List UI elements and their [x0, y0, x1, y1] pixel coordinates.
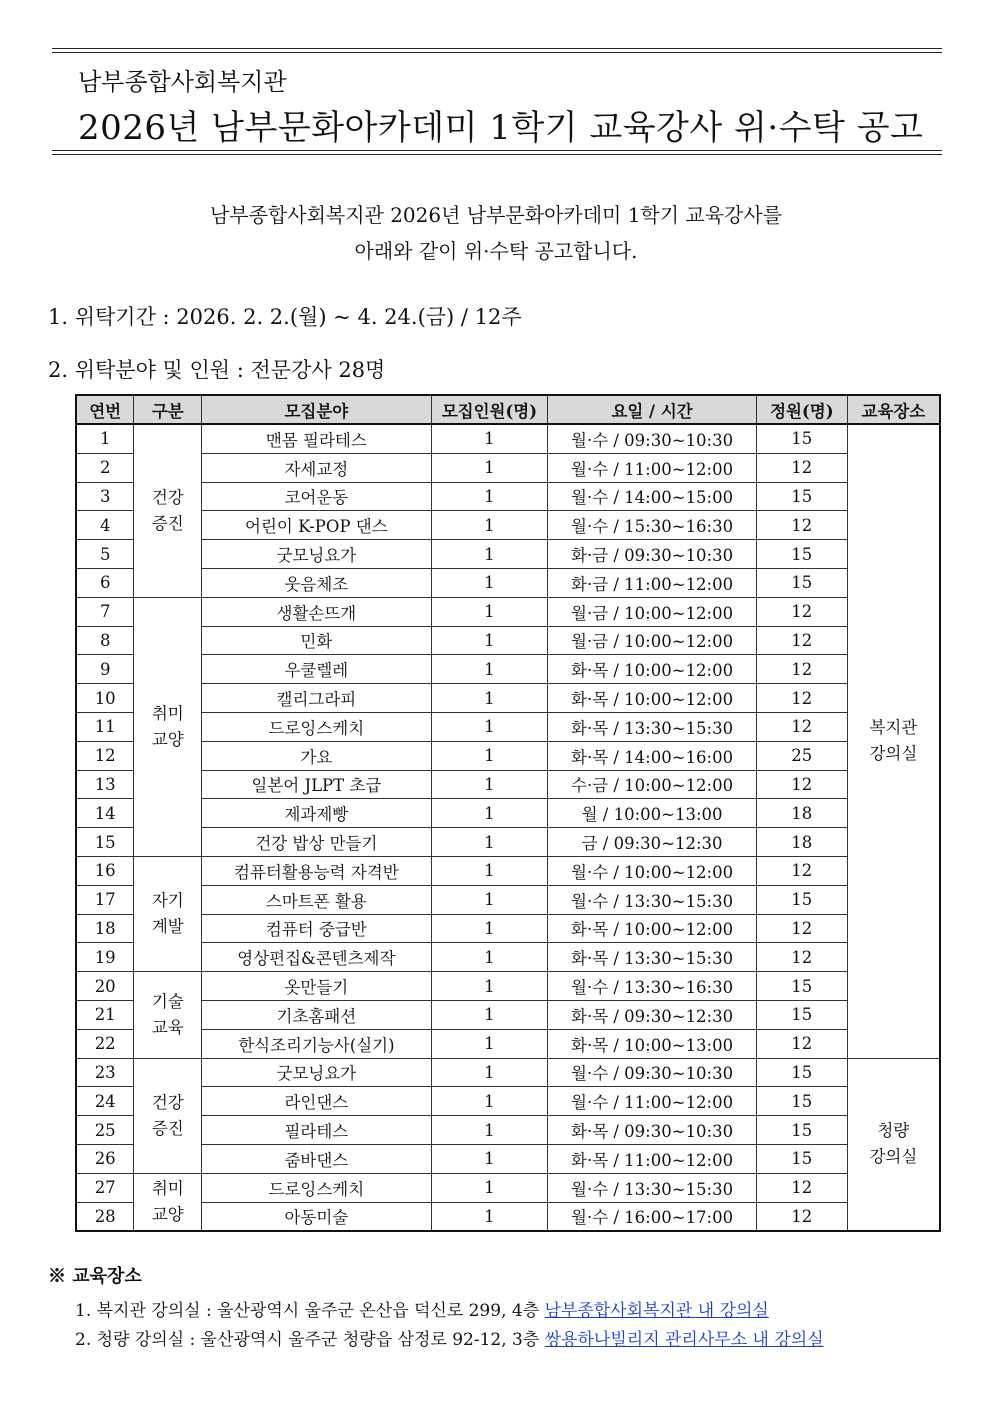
col-header-time: 요일 / 시간 [548, 395, 757, 424]
category-line-2: 증진 [151, 513, 184, 533]
row-number: 17 [76, 885, 134, 914]
time-cell: 월·수 / 10:00~12:00 [548, 856, 757, 885]
category-line-1: 기술 [151, 991, 184, 1011]
field-cell: 드로잉스케치 [202, 712, 431, 741]
header-rule-top [52, 48, 942, 49]
row-number: 10 [76, 684, 134, 713]
field-cell: 자세교정 [202, 453, 431, 482]
place-line-1: 복지관 [869, 718, 918, 738]
row-number: 28 [76, 1202, 134, 1231]
count-cell: 1 [431, 424, 548, 453]
row-number: 20 [76, 972, 134, 1001]
table-row [76, 1202, 940, 1231]
table-row [76, 511, 940, 540]
capacity-cell: 12 [756, 943, 847, 972]
capacity-cell: 12 [756, 511, 847, 540]
time-cell: 화·목 / 10:00~12:00 [548, 655, 757, 684]
time-cell: 월 / 10:00~13:00 [548, 799, 757, 828]
section-field-value: 전문강사 28명 [250, 358, 386, 382]
time-cell: 화·목 / 10:00~13:00 [548, 1029, 757, 1058]
time-cell: 화·금 / 11:00~12:00 [548, 568, 757, 597]
count-cell: 1 [431, 712, 548, 741]
org-name: 남부종합사회복지관 [78, 68, 287, 96]
category-line-2: 교육 [151, 1017, 184, 1037]
capacity-cell: 12 [756, 856, 847, 885]
count-cell: 1 [431, 799, 548, 828]
count-cell: 1 [431, 1058, 548, 1087]
count-cell: 1 [431, 828, 548, 857]
intro-line-1: 남부종합사회복지관 2026년 남부문화아카데미 1학기 교육강사를 [209, 203, 783, 227]
field-cell: 드로잉스케치 [202, 1173, 431, 1202]
row-number: 13 [76, 770, 134, 799]
time-cell: 화·목 / 13:30~15:30 [548, 712, 757, 741]
category-line-1: 취미 [151, 1179, 184, 1199]
table-row [76, 1087, 940, 1116]
field-cell: 생활손뜨개 [202, 597, 431, 626]
time-cell: 화·목 / 09:30~10:30 [548, 1116, 757, 1145]
row-number: 12 [76, 741, 134, 770]
capacity-cell: 15 [756, 1144, 847, 1173]
count-cell: 1 [431, 1087, 548, 1116]
capacity-cell: 12 [756, 712, 847, 741]
table-header-row [76, 395, 940, 424]
count-cell: 1 [431, 1116, 548, 1145]
count-cell: 1 [431, 741, 548, 770]
field-cell: 일본어 JLPT 초급 [202, 770, 431, 799]
category-line-1: 취미 [151, 703, 184, 723]
time-cell: 수·금 / 10:00~12:00 [548, 770, 757, 799]
place-line-1: 청량 [877, 1121, 910, 1141]
table-row [76, 540, 940, 569]
category-line-2: 교양 [151, 729, 184, 749]
recruitment-table [75, 394, 941, 1232]
field-cell: 옷만들기 [202, 972, 431, 1001]
header-rule-top-2 [52, 52, 942, 53]
page-title: 2026년 남부문화아카데미 1학기 교육강사 위·수탁 공고 [78, 108, 924, 148]
time-cell: 월·수 / 15:30~16:30 [548, 511, 757, 540]
note-1-text: 1. 복지관 강의실 : 울산광역시 울주군 온산읍 덕신로 299, 4층 [75, 1301, 545, 1321]
row-number: 1 [76, 424, 134, 453]
count-cell: 1 [431, 770, 548, 799]
place-cell [847, 1058, 940, 1231]
category-cell [134, 856, 202, 971]
row-number: 15 [76, 828, 134, 857]
capacity-cell: 12 [756, 1173, 847, 1202]
field-cell: 웃음체조 [202, 568, 431, 597]
table-row [76, 828, 940, 857]
section-period [48, 301, 522, 331]
count-cell: 1 [431, 655, 548, 684]
capacity-cell: 12 [756, 655, 847, 684]
time-cell: 월·수 / 14:00~15:00 [548, 482, 757, 511]
capacity-cell: 15 [756, 1000, 847, 1029]
time-cell: 월·수 / 09:30~10:30 [548, 424, 757, 453]
count-cell: 1 [431, 1029, 548, 1058]
notes-title: ※ 교육장소 [48, 1266, 142, 1287]
field-cell: 어린이 K-POP 댄스 [202, 511, 431, 540]
place-line-2: 강의실 [869, 1147, 918, 1167]
field-cell: 민화 [202, 626, 431, 655]
capacity-cell: 12 [756, 914, 847, 943]
row-number: 14 [76, 799, 134, 828]
time-cell: 화·목 / 14:00~16:00 [548, 741, 757, 770]
field-cell: 코어운동 [202, 482, 431, 511]
time-cell: 금 / 09:30~12:30 [548, 828, 757, 857]
table-row [76, 597, 940, 626]
table-row [76, 943, 940, 972]
time-cell: 월·수 / 11:00~12:00 [548, 453, 757, 482]
table-row [76, 1173, 940, 1202]
field-cell: 굿모닝요가 [202, 540, 431, 569]
field-cell: 굿모닝요가 [202, 1058, 431, 1087]
capacity-cell: 12 [756, 626, 847, 655]
table-row [76, 1144, 940, 1173]
row-number: 27 [76, 1173, 134, 1202]
capacity-cell: 12 [756, 453, 847, 482]
count-cell: 1 [431, 885, 548, 914]
note-2-text: 2. 청량 강의실 : 울산광역시 울주군 청량읍 삼정로 92-12, 3층 [75, 1330, 545, 1350]
field-cell: 라인댄스 [202, 1087, 431, 1116]
note-1 [75, 1296, 769, 1321]
time-cell: 화·목 / 10:00~12:00 [548, 684, 757, 713]
row-number: 25 [76, 1116, 134, 1145]
capacity-cell: 12 [756, 1029, 847, 1058]
count-cell: 1 [431, 1144, 548, 1173]
row-number: 23 [76, 1058, 134, 1087]
row-number: 9 [76, 655, 134, 684]
field-cell: 필라테스 [202, 1116, 431, 1145]
category-line-1: 건강 [151, 1092, 184, 1112]
time-cell: 화·목 / 11:00~12:00 [548, 1144, 757, 1173]
capacity-cell: 25 [756, 741, 847, 770]
table-row [76, 453, 940, 482]
capacity-cell: 18 [756, 828, 847, 857]
field-cell: 맨몸 필라테스 [202, 424, 431, 453]
field-cell: 줌바댄스 [202, 1144, 431, 1173]
capacity-cell: 12 [756, 597, 847, 626]
count-cell: 1 [431, 626, 548, 655]
row-number: 6 [76, 568, 134, 597]
table-row [76, 424, 940, 453]
table-row [76, 1029, 940, 1058]
field-cell: 컴퓨터 중급반 [202, 914, 431, 943]
count-cell: 1 [431, 943, 548, 972]
time-cell: 월·수 / 11:00~12:00 [548, 1087, 757, 1116]
field-cell: 건강 밥상 만들기 [202, 828, 431, 857]
row-number: 11 [76, 712, 134, 741]
count-cell: 1 [431, 511, 548, 540]
note-1-link[interactable]: 남부종합사회복지관 내 강의실 [544, 1301, 769, 1321]
capacity-cell: 15 [756, 1087, 847, 1116]
field-cell: 스마트폰 활용 [202, 885, 431, 914]
table-row [76, 568, 940, 597]
time-cell: 화·목 / 13:30~15:30 [548, 943, 757, 972]
field-cell: 우쿨렐레 [202, 655, 431, 684]
field-cell: 한식조리기능사(실기) [202, 1029, 431, 1058]
table-row [76, 885, 940, 914]
count-cell: 1 [431, 856, 548, 885]
category-line-2: 교양 [151, 1205, 184, 1225]
category-cell [134, 1173, 202, 1231]
intro-text [0, 197, 992, 269]
time-cell: 화·목 / 09:30~12:30 [548, 1000, 757, 1029]
time-cell: 월·금 / 10:00~12:00 [548, 626, 757, 655]
row-number: 24 [76, 1087, 134, 1116]
time-cell: 월·수 / 13:30~16:30 [548, 972, 757, 1001]
category-cell [134, 972, 202, 1058]
field-cell: 제과제빵 [202, 799, 431, 828]
row-number: 3 [76, 482, 134, 511]
time-cell: 월·수 / 13:30~15:30 [548, 885, 757, 914]
row-number: 16 [76, 856, 134, 885]
row-number: 5 [76, 540, 134, 569]
capacity-cell: 15 [756, 972, 847, 1001]
row-number: 19 [76, 943, 134, 972]
capacity-cell: 12 [756, 770, 847, 799]
capacity-cell: 15 [756, 424, 847, 453]
capacity-cell: 15 [756, 1116, 847, 1145]
count-cell: 1 [431, 453, 548, 482]
col-header-place: 교육장소 [847, 395, 940, 424]
count-cell: 1 [431, 914, 548, 943]
table-row [76, 741, 940, 770]
category-line-2: 증진 [151, 1118, 184, 1138]
category-cell [134, 424, 202, 597]
count-cell: 1 [431, 1000, 548, 1029]
field-cell: 캘리그라피 [202, 684, 431, 713]
section-field-label: 2. 위탁분야 및 인원 : [48, 358, 244, 382]
table-row [76, 1058, 940, 1087]
table-row [76, 655, 940, 684]
field-cell: 영상편집&콘텐츠제작 [202, 943, 431, 972]
field-cell: 기초홈패션 [202, 1000, 431, 1029]
count-cell: 1 [431, 1202, 548, 1231]
category-line-1: 건강 [151, 487, 184, 507]
row-number: 26 [76, 1144, 134, 1173]
place-cell [847, 424, 940, 1058]
time-cell: 월·수 / 13:30~15:30 [548, 1173, 757, 1202]
capacity-cell: 15 [756, 885, 847, 914]
col-header-field: 모집분야 [202, 395, 431, 424]
note-2 [75, 1325, 824, 1350]
count-cell: 1 [431, 1173, 548, 1202]
time-cell: 화·금 / 09:30~10:30 [548, 540, 757, 569]
header-rule-bottom-2 [52, 154, 942, 155]
capacity-cell: 12 [756, 1202, 847, 1231]
field-cell: 아동미술 [202, 1202, 431, 1231]
row-number: 18 [76, 914, 134, 943]
col-header-category: 구분 [134, 395, 202, 424]
count-cell: 1 [431, 684, 548, 713]
time-cell: 월·수 / 16:00~17:00 [548, 1202, 757, 1231]
capacity-cell: 15 [756, 482, 847, 511]
table-row [76, 914, 940, 943]
note-2-link[interactable]: 쌍용하나빌리지 관리사무소 내 강의실 [544, 1330, 824, 1350]
capacity-cell: 15 [756, 1058, 847, 1087]
time-cell: 화·목 / 10:00~12:00 [548, 914, 757, 943]
count-cell: 1 [431, 597, 548, 626]
section-field [48, 354, 385, 384]
row-number: 2 [76, 453, 134, 482]
place-line-2: 강의실 [869, 744, 918, 764]
row-number: 21 [76, 1000, 134, 1029]
field-cell: 가요 [202, 741, 431, 770]
section-period-value: 2026. 2. 2.(월) ~ 4. 24.(금) / 12주 [176, 305, 522, 329]
intro-line-2: 아래와 같이 위·수탁 공고합니다. [354, 239, 638, 263]
time-cell: 월·금 / 10:00~12:00 [548, 597, 757, 626]
row-number: 8 [76, 626, 134, 655]
count-cell: 1 [431, 568, 548, 597]
table-row [76, 972, 940, 1001]
col-header-no: 연번 [76, 395, 134, 424]
capacity-cell: 12 [756, 684, 847, 713]
table-row [76, 684, 940, 713]
time-cell: 월·수 / 09:30~10:30 [548, 1058, 757, 1087]
table-row [76, 482, 940, 511]
section-period-label: 1. 위탁기간 : [48, 305, 170, 329]
table-row [76, 799, 940, 828]
capacity-cell: 15 [756, 540, 847, 569]
field-cell: 컴퓨터활용능력 자격반 [202, 856, 431, 885]
category-line-1: 자기 [151, 891, 184, 911]
col-header-capacity: 정원(명) [756, 395, 847, 424]
row-number: 22 [76, 1029, 134, 1058]
count-cell: 1 [431, 482, 548, 511]
table-row [76, 712, 940, 741]
table-row [76, 856, 940, 885]
category-line-2: 계발 [151, 917, 184, 937]
capacity-cell: 15 [756, 568, 847, 597]
row-number: 4 [76, 511, 134, 540]
col-header-count: 모집인원(명) [431, 395, 548, 424]
table-row [76, 770, 940, 799]
category-cell [134, 597, 202, 856]
table-body [76, 424, 940, 1231]
count-cell: 1 [431, 540, 548, 569]
category-cell [134, 1058, 202, 1173]
row-number: 7 [76, 597, 134, 626]
header-rule-bottom [52, 150, 942, 151]
count-cell: 1 [431, 972, 548, 1001]
table-row [76, 1000, 940, 1029]
table-row [76, 626, 940, 655]
table-row [76, 1116, 940, 1145]
capacity-cell: 18 [756, 799, 847, 828]
